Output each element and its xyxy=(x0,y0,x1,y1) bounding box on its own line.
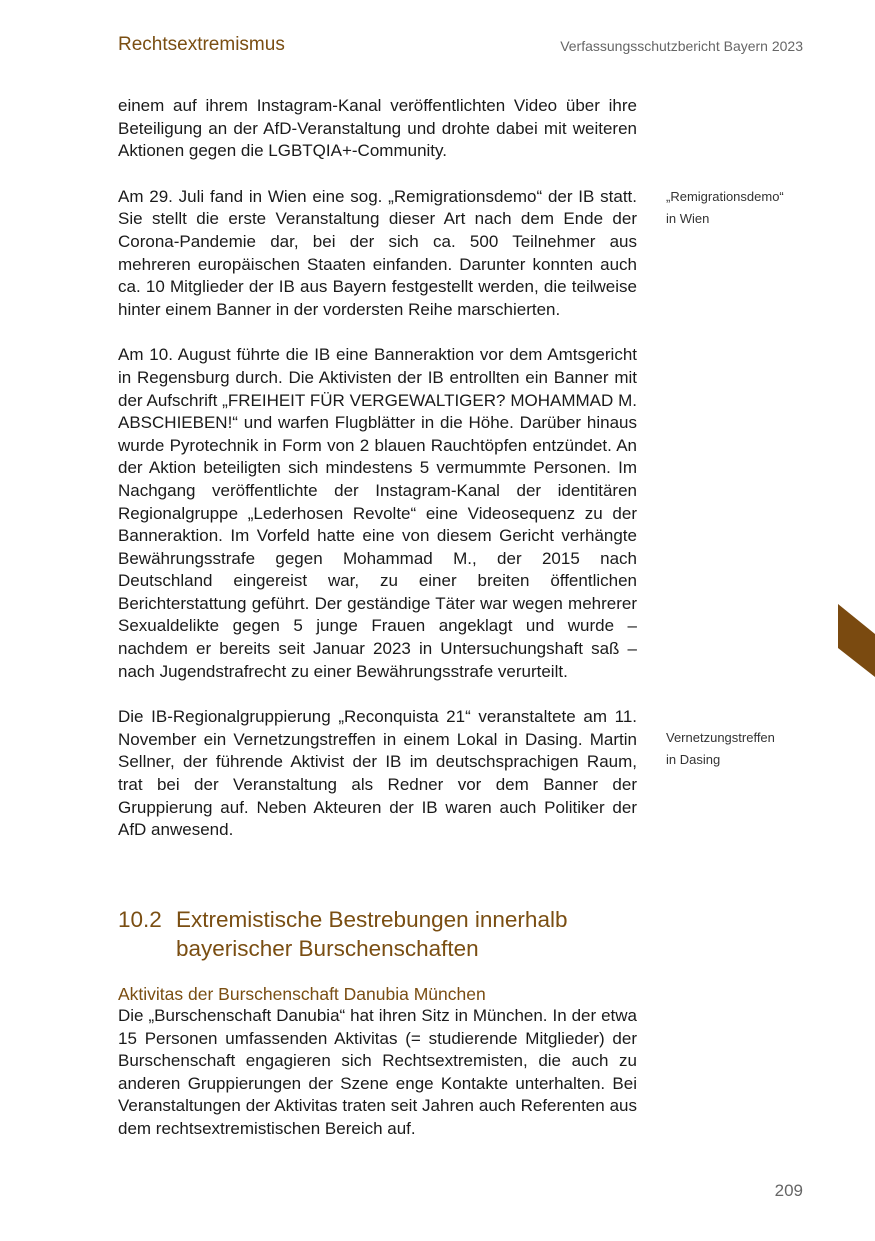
chapter-tab-shape xyxy=(838,604,875,677)
body-text xyxy=(118,95,637,842)
paragraph: Am 10. August führte die IB eine Banneraktion vor dem Amtsgericht in Regensburg durch. Die Aktivisten der IB entrollten ein Banner mit der Aufschrift „FREIHEIT FÜR VERGEWALTIGER? MOHAMMAD M. ABSCHIEBEN!“ und warfen Flugblätter in die Höhe. Darüber hinaus wurde Pyrotechnik in Form von 2 blauen Rauchtöpfen entzündet. An der Aktion beteiligten sich mindestens 5 vermummte Personen. Im Nachgang veröffentlichte der Instagram-Kanal der identitären Regionalgruppe „Lederhosen Revolte“ eine Videosequenz zu der Banneraktion. Im Vorfeld hatte eine von diesem Gericht verhängte Bewährungsstrafe gegen Mohammad M., der 2015 nach Deutschland eingereist war, zu einer breiten öffentlichen Berichterstattung geführt. Der geständige Täter war wegen mehrerer Sexualdelikte gegen 5 junge Frauen angeklagt und wurde – nachdem er bereits seit Januar 2023 in Untersuchungshaft saß – nach Jugendstrafrecht zu einer Bewährungsstrafe verurteilt. xyxy=(118,345,637,681)
margin-note-vernetzungstreffen xyxy=(666,727,816,771)
margin-note-remigrationsdemo xyxy=(666,186,816,230)
margin-note-line: in Dasing xyxy=(666,752,721,767)
report-title: Verfassungsschutzbericht Bayern 2023 xyxy=(560,38,803,54)
paragraph: Die IB-Regionalgruppierung „Reconquista 21“ veranstaltete am 11. November ein Vernetzungstreffen in einem Lokal in Dasing. Martin Sellner, der führende Aktivist der IB im deutschsprachigen Raum, trat bei der Veranstaltung als Redner vor dem Banner der Gruppierung auf. Neben Akteuren der IB waren auch Politiker der AfD anwesend. xyxy=(118,707,637,840)
chapter-tab-marker xyxy=(838,604,875,677)
margin-note-line: in Wien xyxy=(666,211,710,226)
section-heading xyxy=(118,905,678,963)
section-title-line: Extremistische Bestrebungen innerhalb xyxy=(176,907,568,932)
subsection-body xyxy=(118,1005,637,1141)
paragraph: Am 29. Juli fand in Wien eine sog. „Remigrationsdemo“ der IB statt. Sie stellt die erste Veranstaltung dieser Art nach dem Ende der Corona-Pandemie dar, bei der sich ca. 500 Teilnehmer aus mehreren europäischen Staaten einfanden. Darunter konnten auch ca. 10 Mitglieder der IB aus Bayern festgestellt werden, die teilweise hinter einem Banner in der vordersten Reihe marschierten. xyxy=(118,186,637,319)
section-title-line: bayerischer Burschenschaften xyxy=(176,936,479,961)
subsection-heading: Aktivitas der Burschenschaft Danubia München xyxy=(118,984,486,1004)
section-number: 10.2 xyxy=(118,907,162,932)
margin-note-line: „Remigrationsdemo“ xyxy=(666,189,784,204)
chapter-title: Rechtsextremismus xyxy=(118,34,285,55)
paragraph: Die „Burschenschaft Danubia“ hat ihren Sitz in München. In der etwa 15 Personen umfassenden Aktivitas (= studierende Mitglieder) der Burschenschaft engagieren sich Rechtsextremisten, die auch zu anderen Gruppierungen der Szene enge Kontakte unterhalten. Bei Veranstaltungen der Aktivitas traten seit Jahren auch Referenten aus dem rechtsextremistischen Bereich auf. xyxy=(118,1006,637,1138)
margin-note-line: Vernetzungstreffen xyxy=(666,730,775,745)
paragraph: einem auf ihrem Instagram-Kanal veröffentlichten Video über ihre Beteiligung an der AfD-Veranstaltung und drohte dabei mit weiteren Aktionen gegen die LGBTQIA+-Community. xyxy=(118,96,637,161)
page-number: 209 xyxy=(774,1181,803,1200)
